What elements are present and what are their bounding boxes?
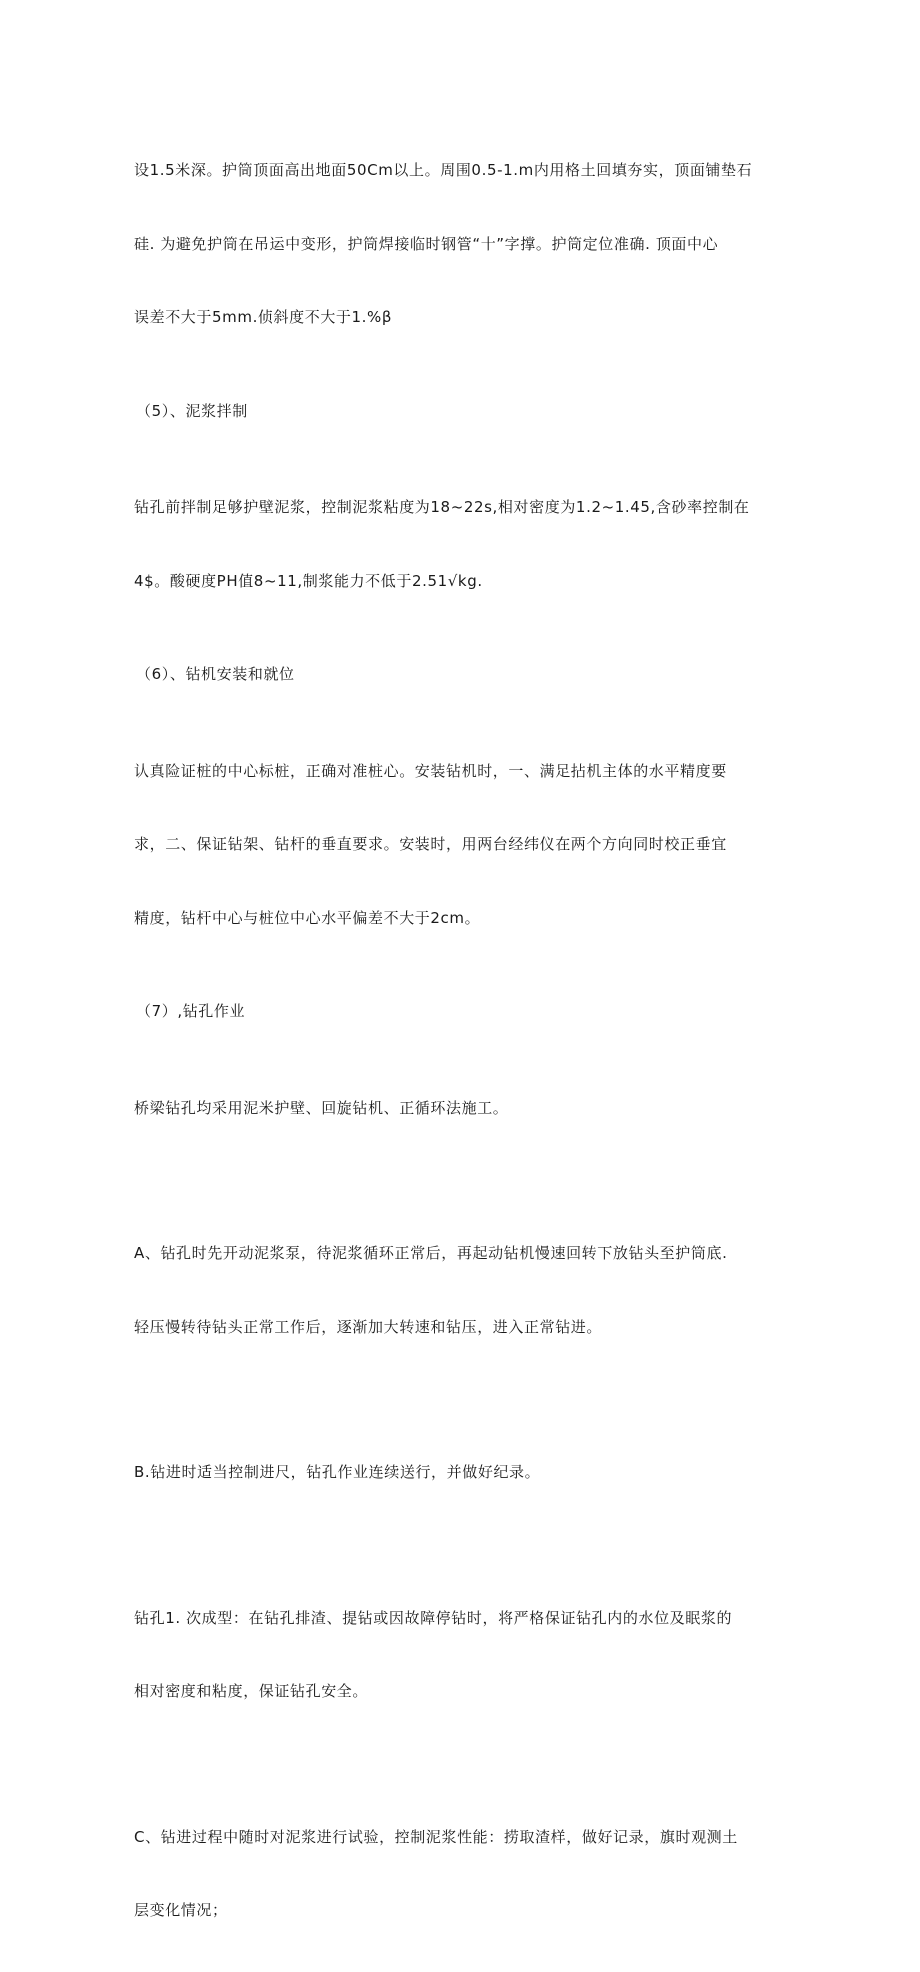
paragraph-item-b	[134, 1411, 792, 1534]
text-line: 桥梁钻孔均采用泥米护壁、回旋钻机、正循环法施工。	[134, 1098, 509, 1117]
paragraph-item-c	[134, 1776, 792, 1972]
paragraph-item-a	[134, 1192, 792, 1388]
text-line: 求，二、保证钻架、钻杆的垂直要求。安装时，用两台经纬仪在两个方向同时校正垂宜	[134, 835, 727, 853]
section-heading-6: （6）、钻机安装和就位	[136, 665, 295, 683]
text-line: B.钻进时适当控制进尺，钻孔作业连续送行，并做好纪录。	[134, 1463, 541, 1481]
paragraph-drilling-method	[134, 1047, 792, 1170]
paragraph-one-pass-forming	[134, 1557, 792, 1753]
text-line: 钻孔1. 次成型：在钻孔排渣、提钻或因故障停钻时，将严格保证钻孔内的水位及眠浆的	[134, 1608, 733, 1627]
paragraph-casing	[134, 109, 792, 379]
text-line: 轻压慢转待钻头正常工作后，逐渐加大转速和钻压，进入正常钻进。	[134, 1317, 603, 1336]
text-line: 4$。酸硬度PH值8~11,制浆能力不低于2.51√kg.	[134, 571, 483, 590]
paragraph-rig-installation	[134, 710, 792, 980]
section-heading-5: （5）、泥浆拌制	[136, 401, 248, 420]
text-line: A、钻孔时先开动泥浆泵，待泥浆循环正常后，再起动钻机慢速回转下放钻头至护筒底.	[134, 1244, 728, 1262]
text-line: 层变化情况；	[134, 1901, 228, 1919]
section-heading-7: （7）,钻孔作业	[136, 1002, 246, 1020]
text-line: 设1.5米深。护筒顶面高出地面50Cm以上。周围0.5-1.m内用格土回填夯实，顶面铺垫石	[134, 161, 753, 179]
text-line: 精度，钻杆中心与桩位中心水平偏差不大于2cm。	[134, 908, 481, 927]
text-line: 认真险证桩的中心标桩，正确对准桩心。安装钻机时，一、满足拈机主体的水平精度要	[134, 761, 727, 780]
text-line: 误差不大于5mm.侦斜度不大于1.%β	[134, 308, 393, 326]
text-line: 钻孔前拌制足够护壁泥浆，控制泥浆粘度为18~22s,相对密度为1.2~1.45,含砂率控制在	[134, 498, 750, 516]
text-line: 相对密度和粘度，保证钻孔安全。	[134, 1682, 369, 1700]
paragraph-mud-mixing	[134, 446, 792, 642]
text-line: 硅. 为避免护筒在吊运中变形，护筒焊接临时钢管“十”字撑。护筒定位准确. 顶面中心	[134, 234, 719, 253]
text-line: C、钻进过程中随时对泥浆进行试验，控制泥浆性能：捞取渣样，做好记录，旗时观测土	[134, 1827, 738, 1846]
